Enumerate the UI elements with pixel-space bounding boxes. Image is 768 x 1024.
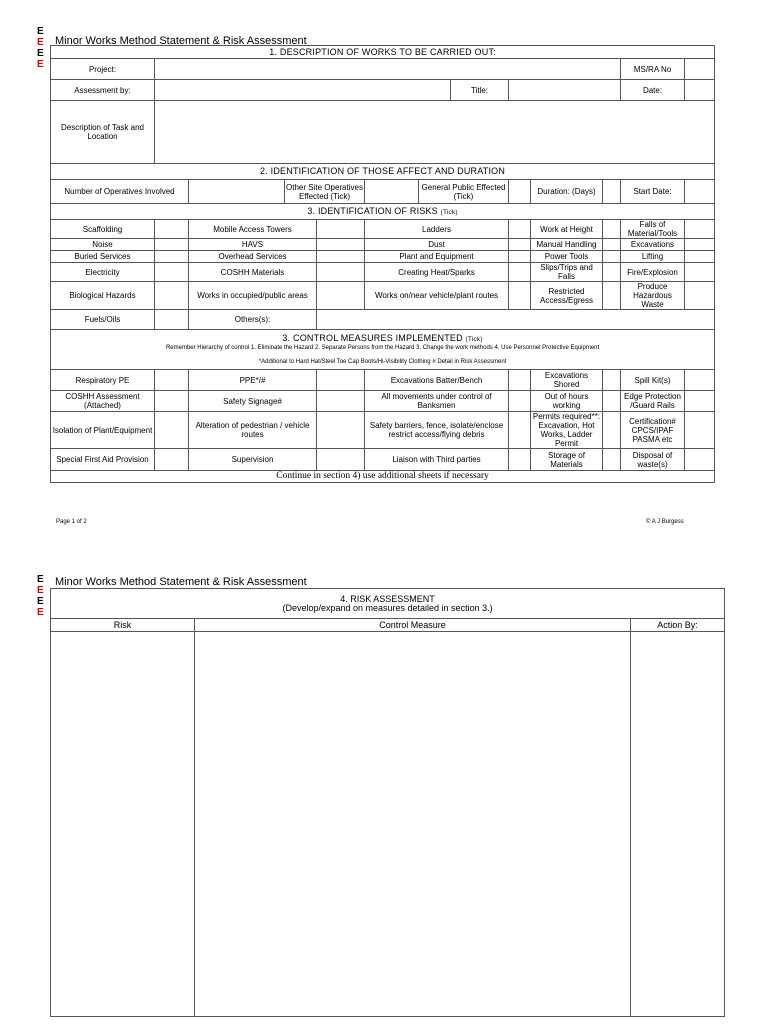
action-by-entry-area[interactable] bbox=[631, 632, 725, 1017]
risk-cell: Slips/Trips and Falls bbox=[531, 263, 603, 282]
risk-tick[interactable] bbox=[317, 239, 365, 251]
risk-tick[interactable] bbox=[317, 251, 365, 263]
ppe-note: *Additional to Hard Hat/Steel Toe Cap Boots/Hi-Visibility Clothing # Detail in Risk Assessment bbox=[258, 358, 507, 365]
project-label: Project: bbox=[51, 59, 155, 80]
risk-tick[interactable] bbox=[509, 220, 531, 239]
description-label: Description of Task and Location bbox=[51, 101, 155, 164]
control-tick[interactable] bbox=[685, 412, 715, 449]
control-tick[interactable] bbox=[155, 391, 189, 412]
control-measure-column-header: Control Measure bbox=[195, 619, 631, 632]
risk-assessment-table bbox=[50, 588, 725, 1017]
description-field[interactable] bbox=[155, 101, 715, 164]
copyright: © A J Burgess bbox=[646, 519, 684, 525]
company-logo: E E E E bbox=[37, 574, 44, 618]
company-logo: E E E E bbox=[37, 26, 44, 70]
risk-cell: Falls of Material/Tools bbox=[621, 220, 685, 239]
title-field[interactable] bbox=[509, 80, 621, 101]
risk-cell: Noise bbox=[51, 239, 155, 251]
control-tick[interactable] bbox=[155, 370, 189, 391]
risk-tick[interactable] bbox=[603, 239, 621, 251]
risk-tick[interactable] bbox=[317, 220, 365, 239]
control-cell: All movements under control of Banksmen bbox=[365, 391, 509, 412]
risk-cell: Dust bbox=[365, 239, 509, 251]
msra-label: MS/RA No bbox=[621, 59, 685, 80]
control-tick[interactable] bbox=[603, 449, 621, 471]
control-tick[interactable] bbox=[509, 412, 531, 449]
duration-field[interactable] bbox=[603, 180, 621, 204]
risk-cell: Power Tools bbox=[531, 251, 603, 263]
others-field[interactable] bbox=[317, 310, 715, 330]
risk-tick[interactable] bbox=[603, 251, 621, 263]
control-tick[interactable] bbox=[155, 449, 189, 471]
other-site-label: Other Site Operatives Effected (Tick) bbox=[285, 180, 365, 204]
date-label: Date: bbox=[621, 80, 685, 101]
start-date-label: Start Date: bbox=[621, 180, 685, 204]
section1-heading: 1. DESCRIPTION OF WORKS TO BE CARRIED OUT: bbox=[51, 46, 715, 59]
risk-cell: COSHH Materials bbox=[189, 263, 317, 282]
control-cell: Isolation of Plant/Equipment bbox=[51, 412, 155, 449]
risk-cell: Biological Hazards bbox=[51, 282, 155, 310]
control-cell: Special First Aid Provision bbox=[51, 449, 155, 471]
risk-tick[interactable] bbox=[509, 251, 531, 263]
control-cell: Excavations Shored bbox=[531, 370, 603, 391]
risk-cell: Excavations bbox=[621, 239, 685, 251]
risk-tick[interactable] bbox=[603, 282, 621, 310]
project-field[interactable] bbox=[155, 59, 621, 80]
risk-cell: Scaffolding bbox=[51, 220, 155, 239]
control-tick[interactable] bbox=[509, 449, 531, 471]
risk-tick[interactable] bbox=[509, 282, 531, 310]
risk-tick[interactable] bbox=[155, 220, 189, 239]
control-measure-entry-area[interactable] bbox=[195, 632, 631, 1017]
risk-cell: Ladders bbox=[365, 220, 509, 239]
control-cell: Safety barriers, fence, isolate/enclose restrict access/flying debris bbox=[365, 412, 509, 449]
control-cell: Out of hours working bbox=[531, 391, 603, 412]
control-tick[interactable] bbox=[603, 391, 621, 412]
risk-tick[interactable] bbox=[155, 282, 189, 310]
control-measures-header: 3. CONTROL MEASURES IMPLEMENTED (Tick) Remember Hierarchy of control 1. Eliminate the Hazard 2. Separate Persons from the Hazard 3. Change the work methods 4. Use Personnel Protective Equipment *Additional to Hard Hat/Steel Toe Cap Boots/Hi-Visibility Clothing # Detail in Risk Assessment bbox=[51, 330, 715, 370]
risk-tick[interactable] bbox=[155, 239, 189, 251]
control-tick[interactable] bbox=[603, 412, 621, 449]
page-number: Page 1 of 2 bbox=[56, 519, 87, 525]
control-cell: COSHH Assessment (Attached) bbox=[51, 391, 155, 412]
risk-cell: HAVS bbox=[189, 239, 317, 251]
others-label: Others(s): bbox=[189, 310, 317, 330]
assessment-by-label: Assessment by: bbox=[51, 80, 155, 101]
risk-cell: Works on/near vehicle/plant routes bbox=[365, 282, 509, 310]
risk-tick[interactable] bbox=[155, 263, 189, 282]
control-tick[interactable] bbox=[509, 370, 531, 391]
control-tick[interactable] bbox=[155, 412, 189, 449]
continue-note: Continue in section 4) use additional sheets if necessary bbox=[51, 471, 715, 483]
section3-heading: 3. IDENTIFICATION OF RISKS (Tick) bbox=[51, 204, 715, 220]
hierarchy-note: Remember Hierarchy of control 1. Eliminate the Hazard 2. Separate Persons from the Hazard 3. Change the work methods 4. Use Personnel Protective Equipment bbox=[165, 344, 600, 351]
page-title: Minor Works Method Statement & Risk Assessment bbox=[55, 576, 307, 588]
risk-tick[interactable] bbox=[603, 220, 621, 239]
risk-cell: Produce Hazardous Waste bbox=[621, 282, 685, 310]
control-cell: Spill Kit(s) bbox=[621, 370, 685, 391]
risk-tick[interactable] bbox=[603, 263, 621, 282]
risk-cell: Mobile Access Towers bbox=[189, 220, 317, 239]
section4-heading: 4. RISK ASSESSMENT (Develop/expand on measures detailed in section 3.) bbox=[51, 589, 725, 619]
page-title: Minor Works Method Statement & Risk Assessment bbox=[55, 35, 307, 47]
date-field[interactable] bbox=[685, 80, 715, 101]
control-cell: Disposal of waste(s) bbox=[621, 449, 685, 471]
risk-cell: Fire/Explosion bbox=[621, 263, 685, 282]
risk-tick[interactable] bbox=[685, 220, 715, 239]
risk-tick[interactable] bbox=[509, 239, 531, 251]
risk-entry-area[interactable] bbox=[51, 632, 195, 1017]
duration-label: Duration: (Days) bbox=[531, 180, 603, 204]
risk-tick[interactable] bbox=[685, 239, 715, 251]
control-cell: PPE*/# bbox=[189, 370, 317, 391]
action-by-column-header: Action By: bbox=[631, 619, 725, 632]
control-cell: Supervision bbox=[189, 449, 317, 471]
title-label: Title: bbox=[451, 80, 509, 101]
control-tick[interactable] bbox=[317, 412, 365, 449]
risk-tick[interactable] bbox=[509, 263, 531, 282]
risk-cell: Electricity bbox=[51, 263, 155, 282]
public-tick[interactable] bbox=[509, 180, 531, 204]
operatives-label: Number of Operatives Involved bbox=[51, 180, 189, 204]
risk-tick[interactable] bbox=[685, 251, 715, 263]
risk-cell: Lifting bbox=[621, 251, 685, 263]
risk-cell: Plant and Equipment bbox=[365, 251, 509, 263]
control-cell: Storage of Materials bbox=[531, 449, 603, 471]
public-label: General Public Effected (Tick) bbox=[419, 180, 509, 204]
risk-cell: Fuels/Oils bbox=[51, 310, 155, 330]
control-tick[interactable] bbox=[685, 370, 715, 391]
start-date-field[interactable] bbox=[685, 180, 715, 204]
control-cell: Alteration of pedestrian / vehicle routes bbox=[189, 412, 317, 449]
control-tick[interactable] bbox=[317, 370, 365, 391]
control-tick[interactable] bbox=[509, 391, 531, 412]
control-tick[interactable] bbox=[685, 449, 715, 471]
control-cell: Liaison with Third parties bbox=[365, 449, 509, 471]
msra-field[interactable] bbox=[685, 59, 715, 80]
other-site-tick[interactable] bbox=[365, 180, 419, 204]
risk-cell: Overhead Services bbox=[189, 251, 317, 263]
risk-tick[interactable] bbox=[317, 282, 365, 310]
control-cell: Edge Protection /Guard Rails bbox=[621, 391, 685, 412]
control-cell: Permits required**: Excavation, Hot Works, Ladder Permit bbox=[531, 412, 603, 449]
risk-tick[interactable] bbox=[317, 263, 365, 282]
risk-cell: Work at Height bbox=[531, 220, 603, 239]
risk-cell: Works in occupied/public areas bbox=[189, 282, 317, 310]
risk-cell: Manual Handling bbox=[531, 239, 603, 251]
section4-subheading: (Develop/expand on measures detailed in section 3.) bbox=[282, 602, 493, 613]
risk-tick[interactable] bbox=[685, 282, 715, 310]
risk-cell: Restricted Access/Egress bbox=[531, 282, 603, 310]
risk-tick[interactable] bbox=[155, 251, 189, 263]
risk-column-header: Risk bbox=[51, 619, 195, 632]
control-tick[interactable] bbox=[685, 391, 715, 412]
control-tick[interactable] bbox=[603, 370, 621, 391]
control-cell: Certification# CPCS/IPAF PASMA etc bbox=[621, 412, 685, 449]
control-cell: Respiratory PE bbox=[51, 370, 155, 391]
section2-heading: 2. IDENTIFICATION OF THOSE AFFECT AND DURATION bbox=[51, 164, 715, 180]
control-cell: Excavations Batter/Bench bbox=[365, 370, 509, 391]
risk-cell: Buried Services bbox=[51, 251, 155, 263]
control-tick[interactable] bbox=[317, 449, 365, 471]
control-tick[interactable] bbox=[317, 391, 365, 412]
risk-cell: Creating Heat/Sparks bbox=[365, 263, 509, 282]
risk-tick[interactable] bbox=[685, 263, 715, 282]
risk-tick[interactable] bbox=[155, 310, 189, 330]
operatives-field[interactable] bbox=[189, 180, 285, 204]
form-table-page1 bbox=[50, 45, 715, 483]
assessment-by-field[interactable] bbox=[155, 80, 451, 101]
control-cell: Safety Signage# bbox=[189, 391, 317, 412]
